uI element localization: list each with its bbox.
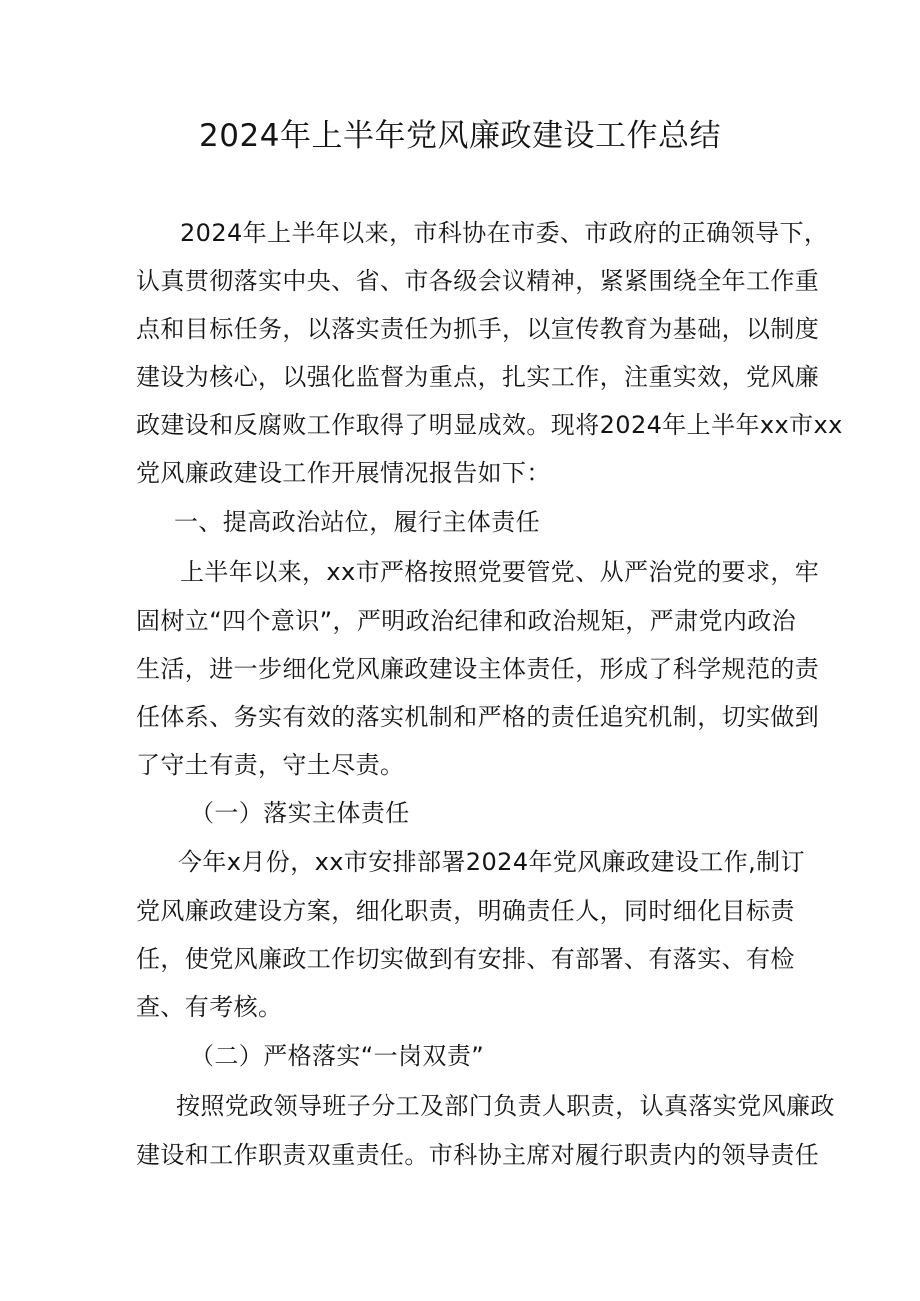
document-title: 2024年上半年党风廉政建设工作总结	[199, 118, 721, 154]
paragraph-line: 点和目标任务，以落实责任为抓手，以宣传教育为基础，以制度	[136, 315, 820, 343]
paragraph-line: 按照党政领导班子分工及部门负责人职责，认真落实党风廉政	[176, 1092, 835, 1120]
paragraph-line: 建设和工作职责双重责任。市科协主席对履行职责内的领导责任	[136, 1141, 820, 1169]
paragraph-line: 政建设和反腐败工作取得了明显成效。现将2024年上半年xx市xx	[136, 411, 843, 439]
paragraph-line: 党风廉政建设方案，细化职责，明确责任人，同时细化目标责	[136, 897, 795, 925]
paragraph-line: 任，使党风廉政工作切实做到有安排、有部署、有落实、有检	[136, 945, 795, 973]
subsection-heading: （一）落实主体责任	[190, 799, 410, 827]
paragraph-line: 今年x月份，xx市安排部署2024年党风廉政建设工作,制订	[178, 848, 805, 876]
paragraph-line: 建设为核心，以强化监督为重点，扎实工作，注重实效，党风廉	[136, 363, 820, 391]
paragraph-line: 党风廉政建设工作开展情况报告如下：	[136, 459, 551, 487]
paragraph-line: 查、有考核。	[136, 993, 283, 1021]
subsection-heading: （二）严格落实“一岗双责”	[190, 1042, 485, 1070]
section-heading: 一、提高政治站位，履行主体责任	[174, 508, 540, 536]
paragraph-line: 认真贯彻落实中央、省、市各级会议精神，紧紧围绕全年工作重	[136, 267, 820, 295]
paragraph-line: 生活，进一步细化党风廉政建设主体责任，形成了科学规范的责	[136, 655, 820, 683]
paragraph-line: 任体系、务实有效的落实机制和严格的责任追究机制，切实做到	[136, 703, 820, 731]
paragraph-line: 固树立“四个意识”，严明政治纪律和政治规矩，严肃党内政治	[136, 607, 797, 635]
paragraph-line: 2024年上半年以来，市科协在市委、市政府的正确领导下，	[180, 219, 829, 247]
paragraph-line: 了守土有责，守土尽责。	[136, 751, 405, 779]
paragraph-line: 上半年以来，xx市严格按照党要管党、从严治党的要求，牢	[180, 558, 820, 586]
